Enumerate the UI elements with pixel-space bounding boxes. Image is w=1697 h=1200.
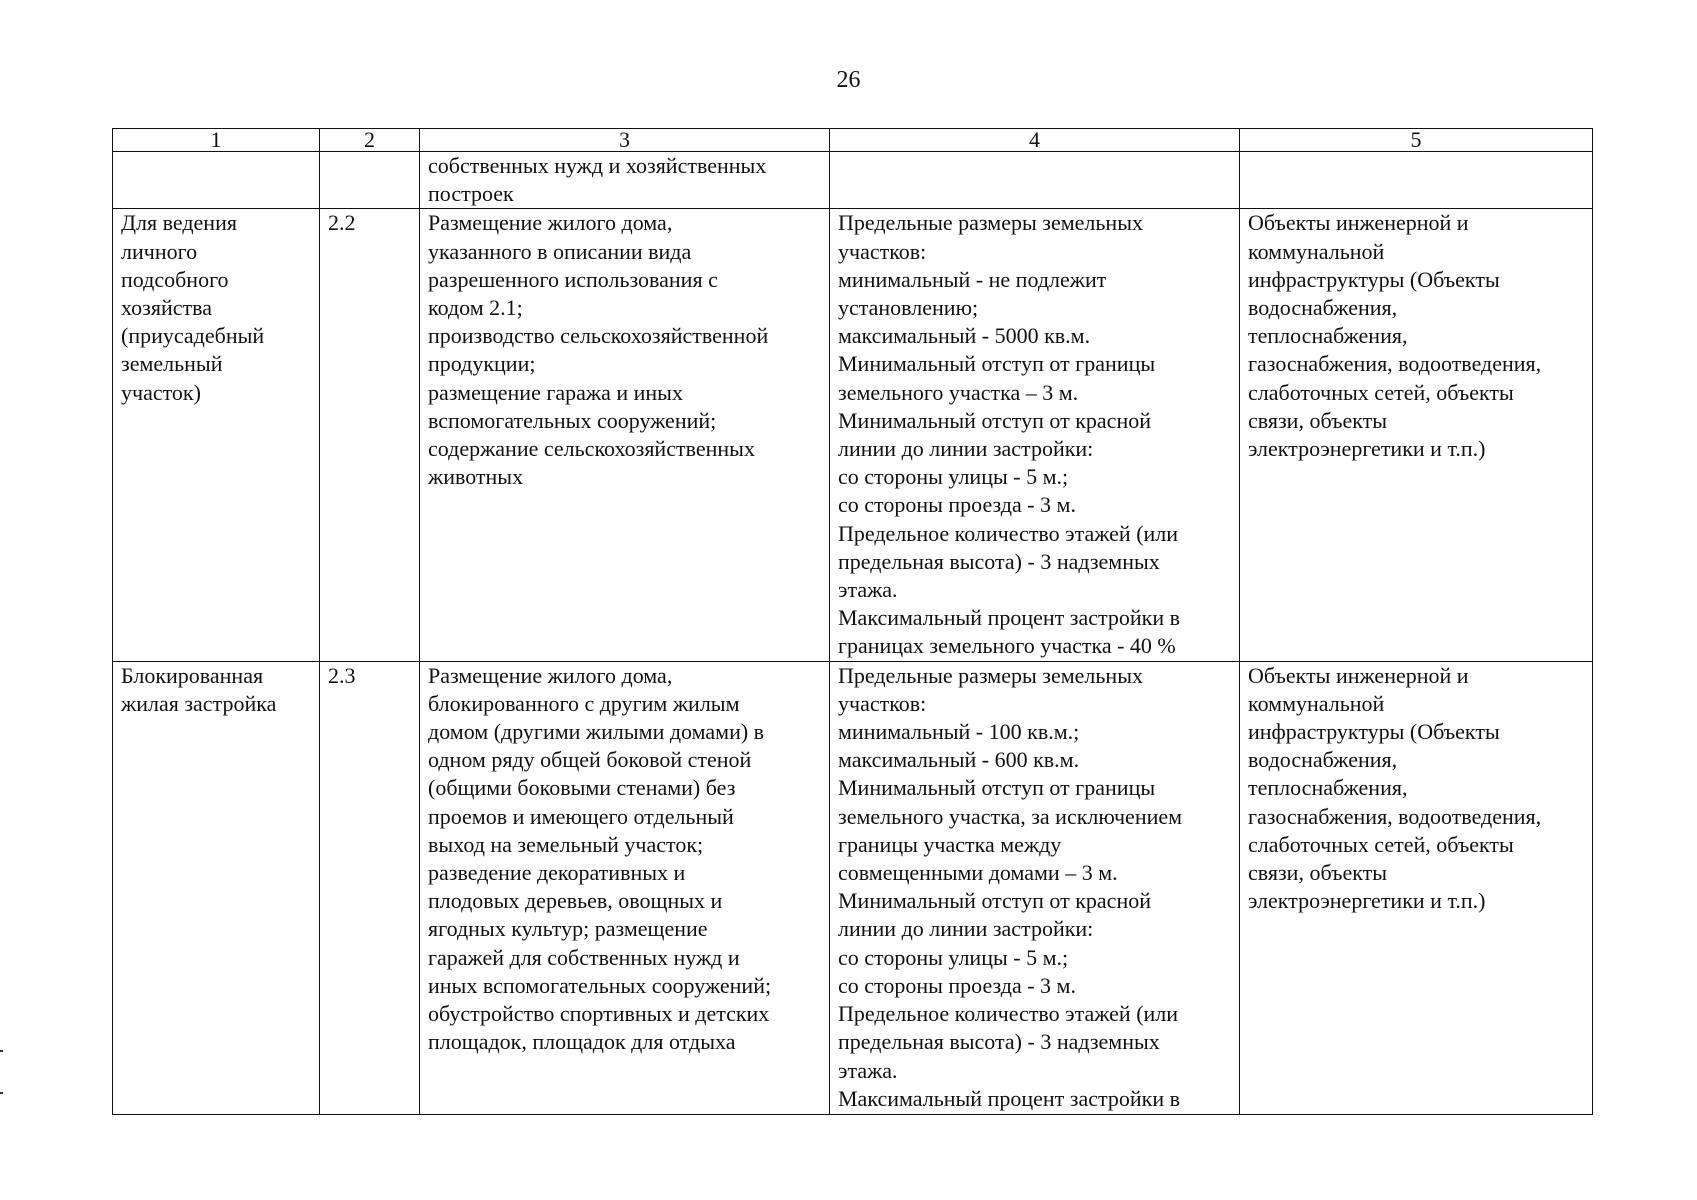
continuation-parameters-cell <box>830 152 1240 209</box>
land-use-description-cell: Размещение жилого дома, указанного в описании вида разрешенного использования с кодом 2.1; производство сельскохозяйственной продукции; размещение гаража и иных вспомогательных сооружений; содержание сельскохозяйственных животных <box>420 209 830 661</box>
column-header-2: 2 <box>320 129 420 152</box>
land-use-name-cell: Блокированная жилая застройка <box>113 661 320 1114</box>
table-header-row <box>113 129 1593 152</box>
scan-artifact-mark <box>0 1050 3 1052</box>
auxiliary-objects-cell: Объекты инженерной и коммунальной инфраструктуры (Объекты водоснабжения, теплоснабжения, газоснабжения, водоотведения, слаботочных сетей, объекты связи, объекты электроэнергетики и т.п.) <box>1240 661 1593 1114</box>
land-use-code-cell: 2.2 <box>320 209 420 661</box>
table-row <box>113 661 1593 1114</box>
table-row <box>113 209 1593 661</box>
continuation-objects-cell <box>1240 152 1593 209</box>
column-header-5: 5 <box>1240 129 1593 152</box>
column-header-3: 3 <box>420 129 830 152</box>
column-header-4: 4 <box>830 129 1240 152</box>
continuation-description-cell: собственных нужд и хозяйственных построек <box>420 152 830 209</box>
land-use-table <box>112 128 1593 1115</box>
land-use-description-cell: Размещение жилого дома, блокированного с другим жилым домом (другими жилыми домами) в одном ряду общей боковой стеной (общими боковыми стенами) без проемов и имеющего отдельный выход на земельный участок; разведение декоративных и плодовых деревьев, овощных и ягодных культур; размещение гаражей для собственных нужд и иных вспомогательных сооружений; обустройство спортивных и детских площадок, площадок для отдыха <box>420 661 830 1114</box>
table-row-continuation <box>113 152 1593 209</box>
page-number: 26 <box>836 67 861 93</box>
auxiliary-objects-cell: Объекты инженерной и коммунальной инфраструктуры (Объекты водоснабжения, теплоснабжения, газоснабжения, водоотведения, слаботочных сетей, объекты связи, объекты электроэнергетики и т.п.) <box>1240 209 1593 661</box>
column-header-1: 1 <box>113 129 320 152</box>
land-use-parameters-cell: Предельные размеры земельных участков: минимальный - 100 кв.м.; максимальный - 600 кв.м. Минимальный отступ от границы земельного участка, за исключением границы участка между совмещенными домами – 3 м. Минимальный отступ от красной линии до линии застройки: со стороны улицы - 5 м.; со стороны проезда - 3 м. Предельное количество этажей (или предельная высота) - 3 надземных этажа. Максимальный процент застройки в <box>830 661 1240 1114</box>
scan-artifact-mark <box>0 1092 3 1094</box>
continuation-name-cell <box>113 152 320 209</box>
land-use-name-cell: Для ведения личного подсобного хозяйства (приусадебный земельный участок) <box>113 209 320 661</box>
continuation-code-cell <box>320 152 420 209</box>
land-use-code-cell: 2.3 <box>320 661 420 1114</box>
land-use-parameters-cell: Предельные размеры земельных участков: минимальный - не подлежит установлению; максимальный - 5000 кв.м. Минимальный отступ от границы земельного участка – 3 м. Минимальный отступ от красной линии до линии застройки: со стороны улицы - 5 м.; со стороны проезда - 3 м. Предельное количество этажей (или предельная высота) - 3 надземных этажа. Максимальный процент застройки в границах земельного участка - 40 % <box>830 209 1240 661</box>
